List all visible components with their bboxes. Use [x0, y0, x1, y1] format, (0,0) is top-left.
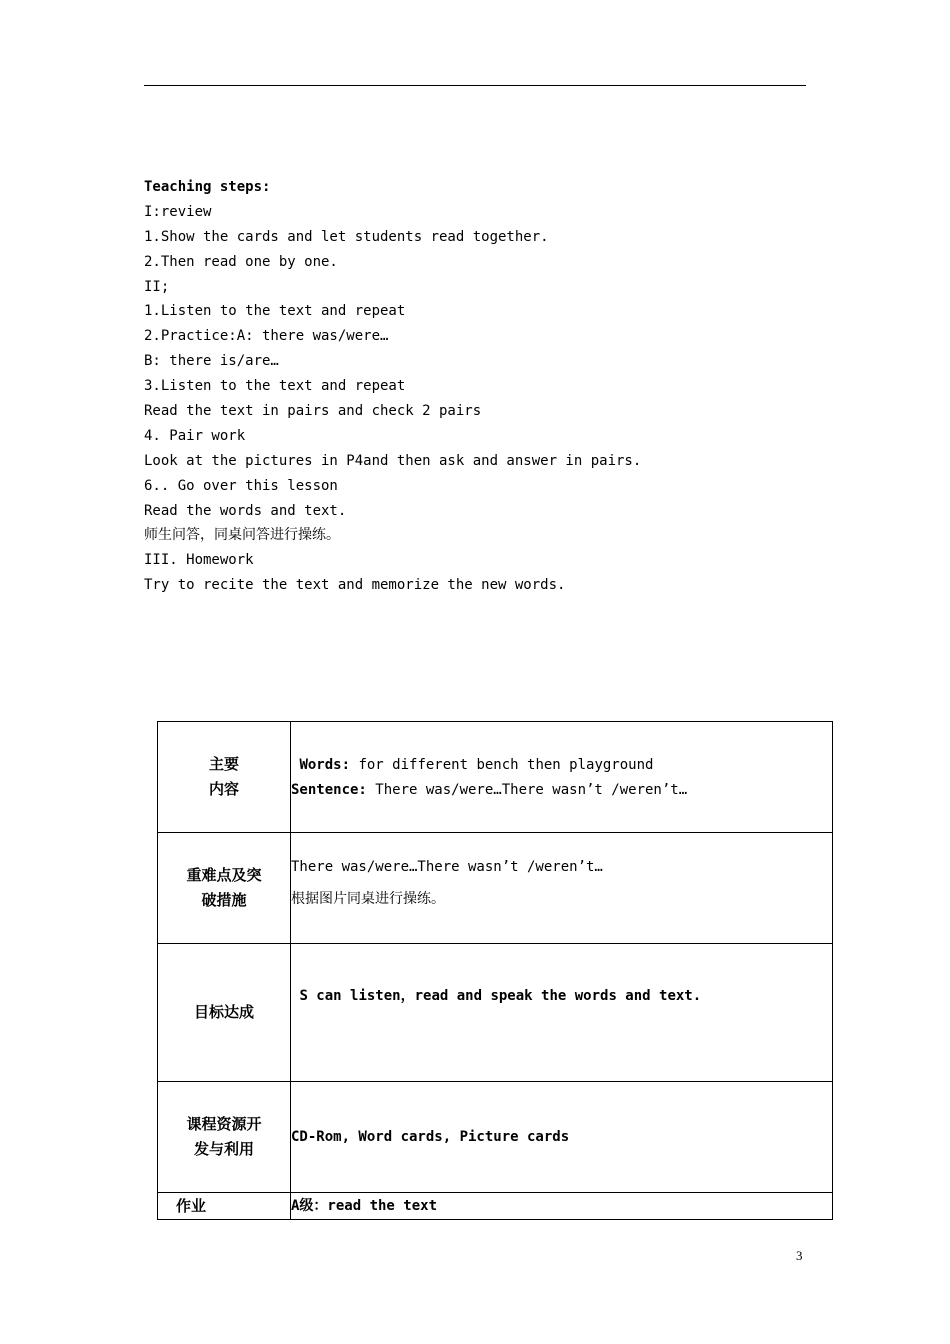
table-row-goals — [158, 944, 833, 1082]
sentence-label: Sentence: — [291, 782, 367, 798]
step-line: 1.Listen to the text and repeat — [144, 303, 406, 320]
homework-label: 作业 — [158, 1193, 291, 1220]
words-label: Words: — [299, 757, 351, 773]
words-text: for different bench then playground — [350, 757, 654, 773]
main-content-label — [158, 722, 291, 833]
key-points-line1: There was/were…There wasn’t /weren’t… — [291, 859, 603, 875]
words-line — [291, 753, 832, 778]
main-content-label-line1: 主要 — [208, 755, 239, 773]
step-line: II; — [144, 278, 170, 295]
main-content-cell — [291, 722, 833, 833]
sentence-line — [291, 778, 832, 803]
goals-text: S can listen，read and speak the words and text. — [299, 988, 702, 1004]
table-row-main-content — [158, 722, 833, 833]
main-content-label-line2: 内容 — [208, 780, 239, 798]
step-line: Read the words and text. — [144, 502, 347, 519]
step-line: I:review — [144, 203, 212, 220]
key-points-label-line1: 重难点及突 — [186, 866, 262, 884]
teaching-steps-heading: Teaching steps: — [144, 179, 271, 195]
table-row-resources — [158, 1082, 833, 1193]
goals-label: 目标达成 — [158, 944, 291, 1082]
resources-label-line1: 课程资源开 — [186, 1115, 262, 1133]
lesson-plan-table — [157, 721, 833, 1220]
header-rule — [144, 85, 806, 86]
step-line: 3.Listen to the text and repeat — [144, 378, 406, 395]
step-line: 2.Practice:A: there was/were… — [144, 328, 389, 345]
step-line: Try to recite the text and memorize the new words. — [144, 577, 566, 594]
key-points-line2: 根据图片同桌进行操练。 — [291, 891, 445, 907]
step-line: 1.Show the cards and let students read together. — [144, 228, 549, 245]
step-line: Read the text in pairs and check 2 pairs — [144, 403, 482, 420]
resources-label — [158, 1082, 291, 1193]
sentence-text: There was/were…There wasn’t /weren’t… — [366, 782, 688, 798]
step-line: B: there is/are… — [144, 353, 279, 370]
table-row-homework — [158, 1193, 833, 1220]
key-points-cell — [291, 833, 833, 944]
step-line: 2.Then read one by one. — [144, 253, 338, 270]
homework-text: A级：read the text — [291, 1197, 438, 1214]
resources-cell — [291, 1082, 833, 1193]
step-line: 师生问答，同桌问答进行操练。 — [144, 527, 340, 544]
goals-cell — [291, 944, 833, 1082]
resources-text: CD-Rom, Word cards, Picture cards — [291, 1128, 570, 1145]
homework-cell — [291, 1193, 833, 1220]
teaching-steps — [144, 175, 804, 598]
key-points-label-line2: 破措施 — [201, 891, 247, 909]
resources-label-line2: 发与利用 — [193, 1140, 254, 1158]
table-row-key-points — [158, 833, 833, 944]
key-points-label — [158, 833, 291, 944]
page-number: 3 — [796, 1248, 803, 1263]
step-line: 6.. Go over this lesson — [144, 477, 338, 494]
step-line: 4. Pair work — [144, 427, 246, 444]
step-line: Look at the pictures in P4and then ask and answer in pairs. — [144, 452, 642, 469]
step-line: III. Homework — [144, 552, 254, 569]
